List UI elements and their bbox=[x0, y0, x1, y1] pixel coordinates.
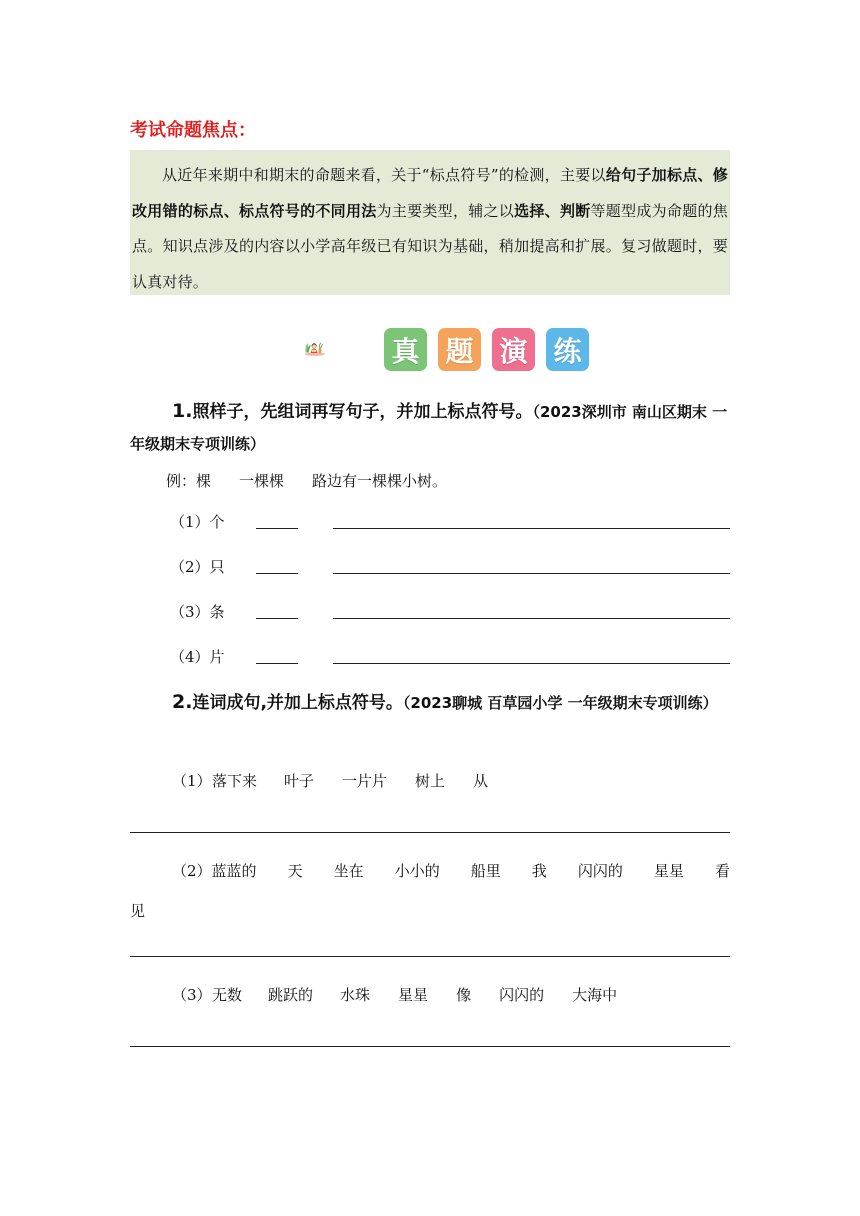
question-2-text: 连词成句,并加上标点符号。 bbox=[192, 693, 403, 713]
focus-box bbox=[130, 150, 730, 295]
word-chip: 星星 bbox=[653, 862, 684, 880]
word-chip: 小小的 bbox=[394, 862, 440, 880]
q2-item-3-label: （3） bbox=[172, 986, 212, 1004]
question-2-source: （2023聊城 百草园小学 一年级期末专项训练） bbox=[402, 694, 718, 712]
q1-item-4-word-blank[interactable] bbox=[256, 663, 298, 664]
banner-char-3: 演 bbox=[492, 328, 535, 371]
word-chip: 星星 bbox=[398, 986, 429, 1004]
q2-item-1-words bbox=[172, 770, 488, 791]
q2-item-2-label: （2） bbox=[172, 862, 212, 880]
q1-item-3-word-blank[interactable] bbox=[256, 618, 298, 619]
word-chip: 像 bbox=[456, 986, 472, 1004]
q2-item-2-answer-line[interactable] bbox=[130, 956, 730, 957]
word-chip: 船里 bbox=[470, 862, 501, 880]
banner-char-4: 练 bbox=[546, 328, 589, 371]
word-chip: 我 bbox=[531, 862, 547, 880]
word-chip: 蓝蓝的 bbox=[211, 862, 257, 880]
q1-item-3-sentence-blank[interactable] bbox=[333, 618, 730, 619]
banner-char-2: 题 bbox=[438, 328, 481, 371]
focus-title: 考试命题焦点： bbox=[130, 120, 256, 141]
word-chip: 大海中 bbox=[572, 986, 618, 1004]
word-chip: 水珠 bbox=[340, 986, 371, 1004]
question-2-number: 2. bbox=[172, 691, 193, 713]
q1-item-4-sentence-blank[interactable] bbox=[333, 663, 730, 664]
word-chip: 叶子 bbox=[284, 772, 315, 790]
word-chip: 一片片 bbox=[342, 772, 388, 790]
word-chip: 无数 bbox=[212, 986, 243, 1004]
q1-item-4-label: （4）片 bbox=[170, 648, 225, 666]
q2-item-2-label-and-word bbox=[172, 860, 257, 881]
q1-item-2-word-blank[interactable] bbox=[256, 573, 298, 574]
q2-item-2-words bbox=[172, 860, 730, 881]
q1-item-1-label: （1）个 bbox=[170, 513, 225, 531]
focus-text-3: 等题型成为命题的焦点。知识点涉及的内容以小学高年级已有知识为基础，稍加提高和扩展。复习做题时，要认真对待。 bbox=[132, 201, 728, 291]
focus-text-2: 为主要类型，辅之以 bbox=[376, 201, 515, 220]
word-chip: 闪闪的 bbox=[577, 862, 623, 880]
banner-title bbox=[384, 328, 589, 371]
word-chip: 天 bbox=[287, 862, 303, 880]
focus-bold-1: 给句子加标点、修改用错的标点、标点符号的不同用法 bbox=[132, 166, 728, 220]
word-chip: 树上 bbox=[415, 772, 446, 790]
example-word: 一棵棵 bbox=[239, 472, 285, 490]
banner-char-1: 真 bbox=[384, 328, 427, 371]
q1-item-1-sentence-blank[interactable] bbox=[333, 528, 730, 529]
q1-item-2-sentence-blank[interactable] bbox=[333, 573, 730, 574]
question-1-example bbox=[166, 470, 475, 491]
example-sentence: 路边有一棵棵小树。 bbox=[312, 472, 448, 490]
q2-item-1-answer-line[interactable] bbox=[130, 832, 730, 833]
word-chip: 闪闪的 bbox=[499, 986, 545, 1004]
word-chip: 看 bbox=[714, 862, 730, 880]
q2-item-3-answer-line[interactable] bbox=[130, 1046, 730, 1047]
question-1-number: 1. bbox=[172, 400, 193, 422]
question-1-title bbox=[130, 395, 730, 460]
q2-item-2-wrapped-word: 见 bbox=[130, 902, 146, 920]
word-chip: 从 bbox=[473, 772, 489, 790]
question-2-title bbox=[130, 686, 730, 719]
q1-item-2-label: （2）只 bbox=[170, 558, 225, 576]
example-label: 例：棵 bbox=[166, 472, 212, 490]
word-chip: 跳跃的 bbox=[268, 986, 314, 1004]
word-chip: 落下来 bbox=[212, 772, 258, 790]
question-1-source: （2023深圳市 南山区期末 一年级期末专项训练） bbox=[130, 403, 728, 453]
reading-girl-illustration bbox=[304, 318, 384, 378]
q2-item-3-words bbox=[172, 984, 617, 1005]
question-1-text: 照样子，先组词再写句子，并加上标点符号。 bbox=[192, 402, 533, 422]
q2-item-1-label: （1） bbox=[172, 772, 212, 790]
q1-item-3-label: （3）条 bbox=[170, 603, 225, 621]
focus-text-1: 从近年来期中和期末的命题来看，关于“标点符号”的检测，主要以 bbox=[162, 166, 606, 184]
q1-item-1-word-blank[interactable] bbox=[256, 528, 298, 529]
word-chip: 坐在 bbox=[333, 862, 364, 880]
focus-bold-2: 选择、判断 bbox=[514, 201, 591, 220]
